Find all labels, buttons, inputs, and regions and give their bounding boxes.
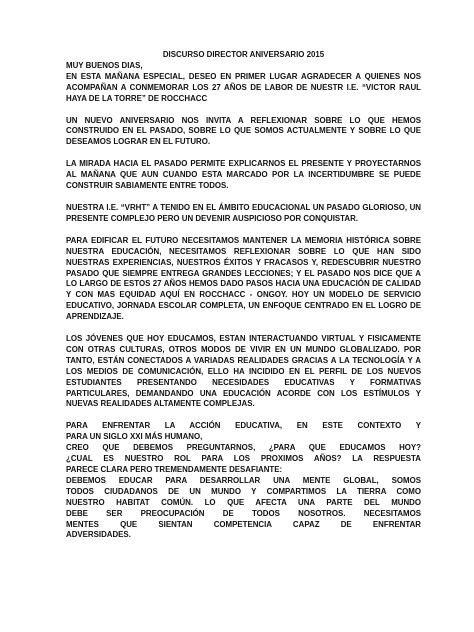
final-line: DEBEMOS EDUCAR PARA DESARROLLAR UNA MENTE GLOBAL, SOMOS xyxy=(66,475,421,485)
final-line: PARA UN SIGLO XXI MÁS HUMANO, xyxy=(66,432,203,442)
final-line: MENTES QUE SIENTAN COMPETENCIA CAPAZ DE ENFRENTAR xyxy=(66,519,421,529)
final-line: ADVERSIDADES. xyxy=(66,530,131,540)
paragraph-6: LOS JÓVENES QUE HOY EDUCAMOS, ESTAN INTERACTUANDO VIRTUAL Y FISICAMENTE CON OTRAS CULTURAS, OTROS MODOS DE VIVIR EN UN MUNDO GLOBALIZADO. POR TANTO, ESTÁN CONECTADOS A VARIADAS REALIDADES GRACIAS A LA TECNOLOGÍA Y A LOS MEDIOS DE COMUNICACIÓN, ELLO HA INCIDIDO EN EL PERFIL DE LOS NUEVOS ESTUDIANTES PRESENTANDO NECESIDADES EDUCATIVAS Y FORMATIVAS PARTICULARES, DEMANDANDO UNA EDUCACIÓN ACORDE CON LOS ESTÍMULOS Y NUEVAS REALIDADES ALTAMENTE COMPLEJAS. xyxy=(66,334,421,409)
document-title: DISCURSO DIRECTOR ANIVERSARIO 2015 xyxy=(162,50,325,59)
paragraph-4: NUESTRA I.E. “VRHT” A TENIDO EN EL ÁMBITO EDUCACIONAL UN PASADO GLORIOSO, UN PRESENTE COMPLEJO PERO UN DEVENIR AUSPICIOSO POR CONQUISTAR. xyxy=(66,202,421,223)
final-line: ¿CUAL ES NUESTRO ROL PARA LOS PROXIMOS AÑOS? LA RESPUESTA xyxy=(66,454,421,464)
paragraph-5: PARA EDIFICAR EL FUTURO NECESITAMOS MANTENER LA MEMORIA HISTÓRICA SOBRE NUESTRA EDUCACIÓN, NECESITAMOS REFLEXIONAR SOBRE LO QUE HAN SIDO NUESTRAS EXPERIENCIAS, NUESTROS ÉXITOS Y FRACASOS Y, REDESCUBRIR NUESTRO PASADO QUE SIEMPRE ENTREGA GRANDES LECCIONES; Y EL PASADO NOS DICE QUE A LO LARGO DE ESTOS 27 AÑOS HEMOS DADO PASOS HACIA UNA EDUCACIÓN DE CALIDAD Y CON MAS EQUIDAD AQUÍ EN ROCCHACC - ONGOY. HOY UN MODELO DE SERVICIO EDUCATIVO, JORNADA ESCOLAR COMPLETA, UN ENFOQUE CENTRADO EN EL LOGRO DE APRENDIZAJE. xyxy=(66,235,421,322)
final-line: TODOS CIUDADANOS DE UN MUNDO Y COMPARTIMOS LA TIERRA COMO xyxy=(66,486,421,496)
final-line: PARECE CLARA PERO TREMENDAMENTE DESAFIANTE: xyxy=(66,465,283,474)
final-section xyxy=(66,421,421,541)
final-line: NUESTRO HABITAT COMÚN. LO QUE AFECTA UNA PARTE DEL MUNDO xyxy=(66,497,421,507)
final-line: DEBE SER PREOCUPACIÓN DE TODOS NOSOTROS. NECESITAMOS xyxy=(66,508,421,518)
paragraph-1: EN ESTA MAÑANA ESPECIAL, DESEO EN PRIMER LUGAR AGRADECER A QUIENES NOS ACOMPAÑAN A CONMEMORAR LOS 27 AÑOS DE LABOR DE NUESTR I.E. “VICTOR RAUL HAYA DE LA TORRE” DE ROCCHACC xyxy=(66,71,421,103)
document-page xyxy=(66,50,421,541)
final-line: PARA ENFRENTAR LA ACCIÓN EDUCATIVA, EN ESTE CONTEXTO Y xyxy=(66,421,421,431)
paragraph-2: UN NUEVO ANIVERSARIO NOS INVITA A REFLEXIONAR SOBRE LO QUE HEMOS CONSTRUIDO EN EL PASADO, SOBRE LO QUE SOMOS ACTUALMENTE Y SOBRE LO QUE DESEAMOS LOGRAR EN EL FUTURO. xyxy=(66,115,421,147)
final-line: CREO QUE DEBEMOS PREGUNTARNOS, ¿PARA QUE EDUCAMOS HOY? xyxy=(66,443,421,453)
paragraph-3: LA MIRADA HACIA EL PASADO PERMITE EXPLICARNOS EL PRESENTE Y PROYECTARNOS AL MAÑANA QUE AUN CUANDO ESTA MARCADO POR LA INCERTIDUMBRE SE PUEDE CONSTRUIR SABIAMENTE ENTRE TODOS. xyxy=(66,159,421,191)
greeting: MUY BUENOS DIAS, xyxy=(66,60,143,70)
